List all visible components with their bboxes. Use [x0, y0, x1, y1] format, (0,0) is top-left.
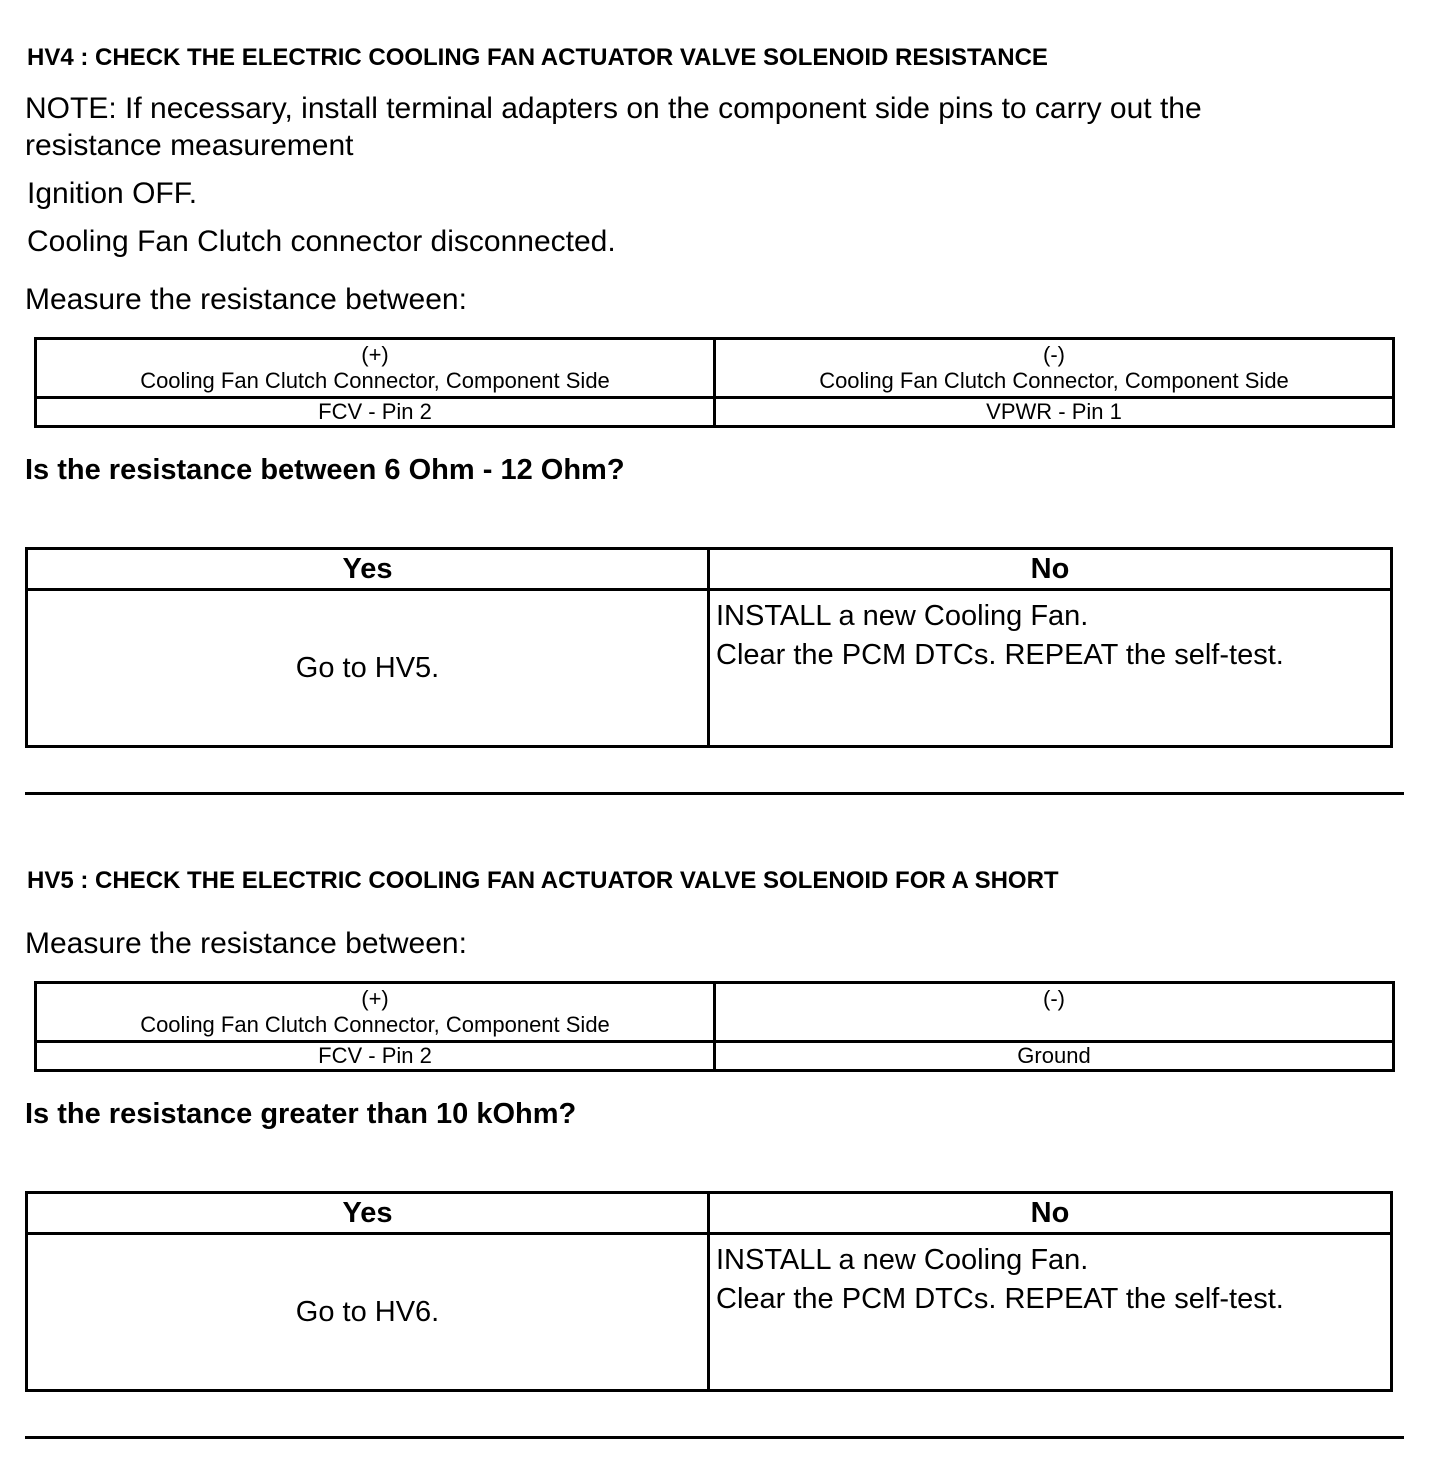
hv5-heading: HV5 : CHECK THE ELECTRIC COOLING FAN ACTUATOR VALVE SOLENOID FOR A SHORT	[27, 867, 1059, 894]
hv5-minus-header	[715, 983, 1394, 1042]
no-action-line2: Clear the PCM DTCs. REPEAT the self-test.	[716, 639, 1284, 671]
no-action	[709, 590, 1392, 747]
hv4-minus-value: VPWR - Pin 1	[715, 398, 1394, 427]
hv4-note-line2: resistance measurement	[25, 129, 354, 162]
no-action-line2: Clear the PCM DTCs. REPEAT the self-test.	[716, 1283, 1284, 1315]
hv5-question: Is the resistance greater than 10 kOhm?	[25, 1098, 577, 1130]
hv4-question: Is the resistance between 6 Ohm - 12 Ohm?	[25, 454, 625, 486]
minus-symbol: (-)	[1043, 986, 1065, 1011]
no-action-line1: INSTALL a new Cooling Fan.	[716, 1244, 1089, 1276]
hv5-minus-value: Ground	[715, 1042, 1394, 1071]
plus-symbol: (+)	[361, 986, 389, 1011]
no-action	[709, 1234, 1392, 1391]
hv4-note	[25, 90, 1202, 164]
hv4-measure-table	[34, 337, 1395, 428]
section-divider	[25, 792, 1404, 795]
plus-desc: Cooling Fan Clutch Connector, Component Side	[140, 368, 610, 393]
hv4-measure-label: Measure the resistance between:	[25, 283, 467, 316]
hv5-measure-label: Measure the resistance between:	[25, 927, 467, 960]
no-action-line1: INSTALL a new Cooling Fan.	[716, 600, 1089, 632]
hv4-step-ignition: Ignition OFF.	[27, 177, 198, 210]
yes-header: Yes	[27, 1193, 709, 1234]
plus-symbol: (+)	[361, 342, 389, 367]
hv4-result-table	[25, 547, 1393, 748]
hv4-step-connector: Cooling Fan Clutch connector disconnected.	[27, 225, 616, 258]
no-header: No	[709, 549, 1392, 590]
hv4-heading: HV4 : CHECK THE ELECTRIC COOLING FAN ACTUATOR VALVE SOLENOID RESISTANCE	[27, 44, 1048, 71]
section-divider	[25, 1436, 1404, 1439]
hv5-plus-value: FCV - Pin 2	[36, 1042, 715, 1071]
hv4-note-line1: NOTE: If necessary, install terminal adapters on the component side pins to carry out the	[25, 92, 1202, 125]
hv5-plus-header	[36, 983, 715, 1042]
hv4-plus-header	[36, 339, 715, 398]
no-header: No	[709, 1193, 1392, 1234]
minus-desc: Cooling Fan Clutch Connector, Component Side	[819, 368, 1289, 393]
hv4-plus-value: FCV - Pin 2	[36, 398, 715, 427]
hv5-result-table	[25, 1191, 1393, 1392]
hv4-minus-header	[715, 339, 1394, 398]
plus-desc: Cooling Fan Clutch Connector, Component Side	[140, 1012, 610, 1037]
yes-action: Go to HV5.	[27, 590, 709, 747]
minus-symbol: (-)	[1043, 342, 1065, 367]
hv5-measure-table	[34, 981, 1395, 1072]
yes-action: Go to HV6.	[27, 1234, 709, 1391]
yes-header: Yes	[27, 549, 709, 590]
